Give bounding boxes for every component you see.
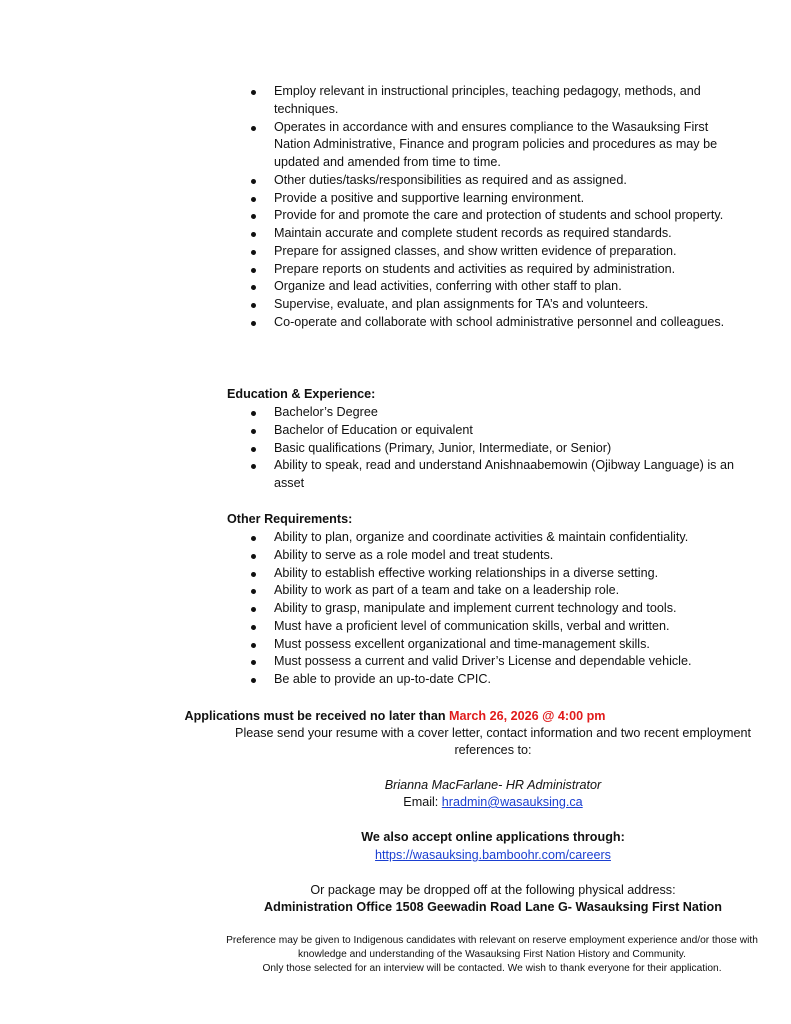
footer-preference-text: Preference may be given to Indigenous candidates with relevant on reserve employment experience and/or those with knowledge and understanding of the Wasauksing First Nation History and Community. [226, 935, 758, 960]
list-item-text: Ability to grasp, manipulate and implement current technology and tools. [274, 601, 677, 615]
list-item [227, 172, 747, 190]
bullet-icon [251, 250, 256, 255]
list-item-text: Be able to provide an up-to-date CPIC. [274, 672, 492, 686]
bullet-icon [251, 464, 256, 469]
list-item-text: Operates in accordance with and ensures compliance to the Wasauksing First Nation Administrative, Finance and program policies and procedures as may be updated and amended from time to time. [274, 119, 718, 169]
online-applications-heading: We also accept online applications through: [361, 830, 625, 844]
bullet-icon [251, 285, 256, 290]
bullet-icon [251, 90, 256, 95]
bullet-icon [251, 232, 256, 237]
bullet-icon [251, 214, 256, 219]
list-item-text: Supervise, evaluate, and plan assignments for TA’s and volunteers. [274, 297, 649, 311]
list-item-text: Other duties/tasks/responsibilities as required and as assigned. [274, 172, 627, 187]
bullet-icon [251, 536, 256, 541]
online-url-line [228, 847, 758, 864]
education-heading: Education & Experience: [227, 387, 376, 401]
list-item-text: Ability to plan, organize and coordinate activities & maintain confidentiality. [274, 530, 689, 544]
list-item-text: Maintain accurate and complete student records as required standards. [274, 226, 672, 240]
application-instructions: Please send your resume with a cover letter, contact information and two recent employment references to: [235, 726, 751, 758]
physical-address: Administration Office 1508 Geewadin Road Lane G- Wasauksing First Nation [264, 900, 722, 914]
bullet-icon [251, 607, 256, 612]
list-item-text: Ability to serve as a role model and treat students. [274, 547, 554, 562]
list-item [227, 565, 757, 583]
bullet-icon [251, 572, 256, 577]
list-item-text: Prepare reports on students and activities as required by administration. [274, 261, 676, 276]
bullet-icon [251, 179, 256, 184]
other-requirements-list [227, 529, 757, 689]
bullet-icon [251, 678, 256, 683]
deadline-date: March 26, 2026 @ 4:00 pm [449, 709, 606, 723]
footer-contact-text: Only those selected for an interview will be contacted. We wish to thank everyone for their application. [262, 963, 722, 974]
list-item-text: Must have a proficient level of communication skills, verbal and written. [274, 618, 670, 633]
list-item [227, 119, 747, 172]
list-item-text: Prepare for assigned classes, and show written evidence of preparation. [274, 243, 677, 258]
bullet-icon [251, 321, 256, 326]
list-item [227, 190, 747, 208]
list-item-text: Organize and lead activities, conferring with other staff to plan. [274, 279, 622, 294]
list-item [227, 207, 747, 225]
bullet-icon [251, 589, 256, 594]
list-item [227, 83, 747, 119]
list-item-text: Bachelor of Education or equivalent [274, 422, 473, 437]
list-item [227, 278, 747, 296]
responsibilities-list [227, 83, 747, 332]
education-list [227, 404, 747, 493]
list-item [227, 440, 747, 458]
bullet-icon [251, 197, 256, 202]
bullet-icon [251, 447, 256, 452]
list-item-text: Ability to speak, read and understand Anishnaabemowin (Ojibway Language) is an asset [274, 458, 734, 490]
bullet-icon [251, 411, 256, 416]
email-link[interactable]: hradmin@wasauksing.ca [441, 795, 583, 809]
email-line [228, 794, 758, 811]
list-item-text: Must possess excellent organizational and time-management skills. [274, 636, 650, 651]
list-item-text: Must possess a current and valid Driver’s License and dependable vehicle. [274, 654, 692, 669]
contact-name: Brianna MacFarlane- HR Administrator [384, 778, 602, 792]
email-label: Email: [403, 795, 442, 809]
list-item [227, 243, 747, 261]
list-item [227, 671, 757, 689]
list-item [227, 296, 747, 314]
dropoff-text: Or package may be dropped off at the following physical address: [310, 883, 676, 897]
list-item-text: Ability to establish effective working relationships in a diverse setting. [274, 565, 659, 580]
bullet-icon [251, 625, 256, 630]
list-item [227, 547, 757, 565]
list-item [227, 225, 747, 243]
list-item [227, 457, 747, 493]
bullet-icon [251, 303, 256, 308]
list-item [227, 314, 747, 332]
careers-link[interactable]: https://wasauksing.bamboohr.com/careers [375, 848, 611, 862]
list-item [227, 653, 757, 671]
deadline-prefix: Applications must be received no later than [184, 709, 450, 723]
list-item-text: Bachelor’s Degree [274, 405, 378, 419]
list-item-text: Employ relevant in instructional principles, teaching pedagogy, methods, and techniques. [274, 84, 701, 116]
other-requirements-heading: Other Requirements: [227, 512, 353, 526]
list-item [227, 404, 747, 422]
list-item [227, 636, 757, 654]
bullet-icon [251, 126, 256, 131]
list-item-text: Basic qualifications (Primary, Junior, Intermediate, or Senior) [274, 440, 612, 455]
bullet-icon [251, 268, 256, 273]
list-item [227, 582, 757, 600]
list-item-text: Provide a positive and supportive learning environment. [274, 190, 585, 205]
list-item-text: Ability to work as part of a team and take on a leadership role. [274, 583, 620, 598]
list-item-text: Co-operate and collaborate with school administrative personnel and colleagues. [274, 314, 725, 329]
list-item-text: Provide for and promote the care and protection of students and school property. [274, 208, 724, 223]
list-item [227, 529, 757, 547]
footer-note [222, 934, 762, 976]
list-item [227, 600, 757, 618]
bullet-icon [251, 554, 256, 559]
bullet-icon [251, 660, 256, 665]
bullet-icon [251, 643, 256, 648]
list-item [227, 618, 757, 636]
list-item [227, 261, 747, 279]
deadline-line [140, 708, 650, 725]
list-item [227, 422, 747, 440]
bullet-icon [251, 429, 256, 434]
